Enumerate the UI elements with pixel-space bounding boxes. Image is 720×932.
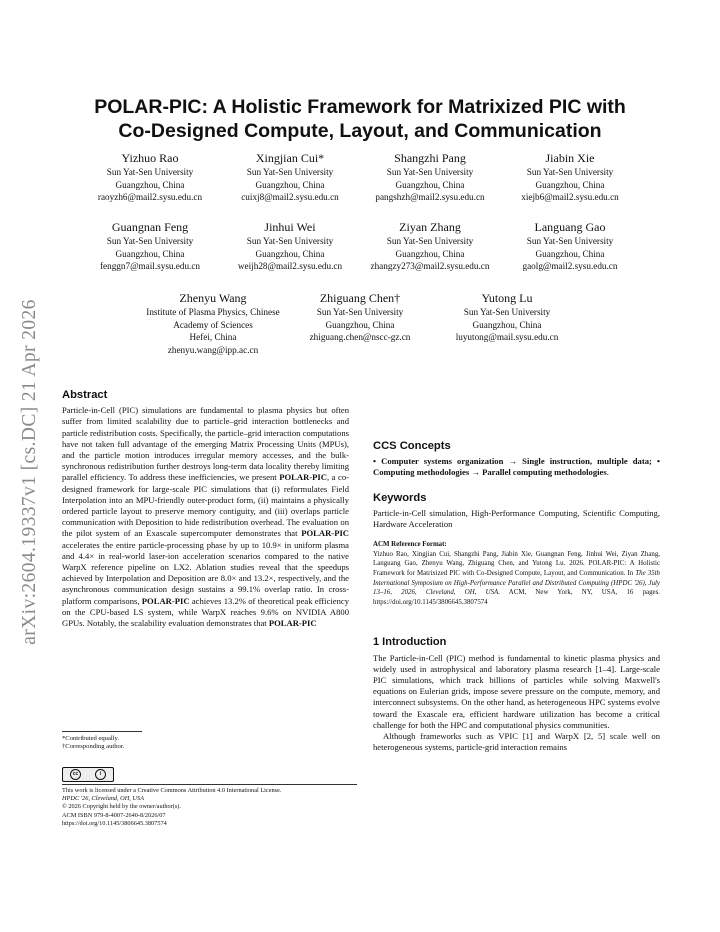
keywords-text: Particle-in-Cell simulation, High-Performance Computing, Scientific Computing, Hardware Acceleration [373, 507, 660, 530]
footnotes [62, 735, 349, 752]
acm-ref-venue: The 35th International Symposium on High-Performance Parallel and Distributed Computing (HPDC '26), July 13–16, 2026, Cleveland, OH, USA. [373, 570, 660, 597]
author-location: Guangzhou, China [472, 319, 542, 330]
author-location: Guangzhou, China [535, 179, 605, 190]
author-affiliation: Sun Yat-Sen University [106, 236, 194, 246]
author-name: Yizhuo Rao [121, 151, 179, 165]
author-affiliation: Sun Yat-Sen University [246, 236, 334, 246]
footnote-rule [62, 731, 142, 732]
acm-ref-text: Yizhuo Rao, Xingjian Cui, Shangzhi Pang, Jiabin Xie, Guangnan Feng, Jinhui Wei, Ziyan Zhang, Languang Gao, Zhenyu Wang, Zhiguang Chen, and Yutong Lu. 2026. POLAR-PIC: A Holistic Framework for Matrixized PIC with Co-Designed Compute, Layout, and Communication. In [373, 550, 660, 577]
author-email: raoyzh6@mail2.sysu.edu.cn [97, 192, 203, 203]
author-email: zhiguang.chen@nscc-gz.cn [309, 332, 411, 343]
left-column [62, 390, 349, 629]
author-block [220, 220, 360, 273]
author-email: fenggn7@mail.sysu.edu.cn [99, 261, 201, 272]
intro-paragraph-2: Although frameworks such as VPIC [1] and WarpX [2, 5] scale well on heterogeneous systems, particle-grid interaction remains [373, 731, 660, 753]
author-name: Languang Gao [534, 220, 606, 234]
author-affiliation: Sun Yat-Sen University [246, 167, 334, 177]
author-name: Xingjian Cui* [255, 151, 325, 165]
intro-heading: 1 Introduction [373, 636, 447, 649]
acm-reference [373, 540, 660, 607]
keywords-heading: Keywords [373, 491, 427, 504]
author-location: Guangzhou, China [535, 248, 605, 259]
author-row-1 [80, 151, 640, 204]
author-location: Guangzhou, China [115, 248, 185, 259]
abstract-segment: accelerates the entire particle-processing phase by up to 10.9× in uniform plasma and 4.4× in real-world laser-ion acceleration scenarios compared to the native WarpX reference pipeline on LX2. Ablation studies reveal that the speedups achieved by Interpolation and Deposition are 8.0× and 13.2×, respectively, and the asynchronous communication design sustains a 99.1% overlap ratio. In cross-platform comparisons, [62, 539, 349, 606]
author-name: Yutong Lu [481, 291, 533, 305]
author-block [220, 151, 360, 204]
author-email: weijh28@mail2.sysu.edu.cn [237, 261, 343, 272]
author-name: Guangnan Feng [111, 220, 189, 234]
author-row-2 [80, 220, 640, 273]
method-name: POLAR-PIC [301, 528, 349, 539]
method-name: POLAR-PIC [268, 618, 317, 629]
by-icon: i [95, 769, 106, 780]
author-email: gaolg@mail2.sysu.edu.cn [522, 261, 618, 272]
ccs-item: • Computer systems organization → Single instruction, multiple data; [373, 456, 657, 467]
author-affiliation: Institute of Plasma Physics, Chinese Academy of Sciences [146, 307, 280, 330]
abstract-segment: , a co-designed framework for large-scale PIC simulations that (i) reformulates Field Interpolation into an MPU-friendly outer-product form, (ii) maintains a physically ordered particle layout to preserve memory contiguity, and (iii) overlaps particle communication with Deposition to hide redistribution overhead. The evaluation on the pilot system of an Exascale supercomputer demonstrates that [62, 472, 350, 539]
method-name: POLAR-PIC [141, 595, 190, 606]
author-email: zhangzy273@mail2.sysu.edu.cn [370, 261, 490, 272]
cc-icon: cc [70, 769, 81, 780]
author-name: Jiabin Xie [545, 151, 595, 165]
abstract-text [62, 405, 349, 629]
author-email: xiejb6@mail2.sysu.edu.cn [521, 192, 619, 203]
author-block [360, 220, 500, 273]
author-affiliation: Sun Yat-Sen University [526, 236, 614, 246]
author-name: Zhenyu Wang [179, 291, 247, 305]
author-name: Shangzhi Pang [394, 151, 466, 165]
abstract-segment: achieves 13.2% of theoretical peak efficiency on the CPU-based LS system, while WarpX reaches 9.6% on NVIDIA A800 GPUs. Notably, the scalability evaluation demonstrates that [62, 595, 349, 629]
author-location: Guangzhou, China [325, 319, 395, 330]
author-affiliation: Sun Yat-Sen University [386, 167, 474, 177]
author-block [360, 151, 500, 204]
author-location: Guangzhou, China [255, 248, 325, 259]
abstract-heading: Abstract [62, 389, 108, 401]
author-location: Guangzhou, China [395, 179, 465, 190]
author-block [434, 291, 580, 356]
author-block [287, 291, 433, 356]
ccs-concepts [373, 456, 660, 478]
author-location: Guangzhou, China [115, 179, 185, 190]
author-email: cuixj8@mail2.sysu.edu.cn [241, 192, 339, 203]
author-block [80, 151, 220, 204]
author-email: luyutong@mail.sysu.edu.cn [455, 332, 559, 343]
copyright-text: © 2026 Copyright held by the owner/author(s). [62, 803, 181, 811]
author-affiliation: Sun Yat-Sen University [463, 307, 551, 317]
license-block [62, 784, 357, 828]
author-email: pangshzh@mail2.sysu.edu.cn [375, 192, 485, 203]
author-email: zhenyu.wang@ipp.ac.cn [167, 344, 259, 355]
author-block [140, 291, 286, 356]
author-affiliation: Sun Yat-Sen University [316, 307, 404, 317]
author-name: Zhiguang Chen† [319, 291, 401, 305]
venue-short: HPDC '26, Cleveland, OH, USA [62, 795, 144, 803]
author-block [500, 220, 640, 273]
author-location: Guangzhou, China [255, 179, 325, 190]
author-block [80, 220, 220, 273]
footnote-corresponding: †Corresponding author. [62, 743, 125, 751]
footnote-contributed: *Contributed equally. [62, 735, 120, 742]
author-location: Hefei, China [189, 332, 237, 343]
intro-paragraph-1: The Particle-in-Cell (PIC) method is fundamental to kinetic plasma physics and widely used in astrophysical and laboratory plasma research [1–4]. Large-scale PIC simulations, which track billions of particles while solving Maxwell's equations on Eulerian grids, impose severe pressure on the compute, memory, and interconnect subsystems. On the other hand, as heterogeneous HPC systems evolve toward the Exascale era, efficient hardware utilization has become a critical challenge for both the HPC and computational physics communities. [373, 652, 660, 730]
acm-ref-heading: ACM Reference Format: [373, 541, 447, 549]
author-affiliation: Sun Yat-Sen University [526, 167, 614, 177]
method-name: POLAR-PIC [279, 472, 327, 483]
author-name: Ziyan Zhang [399, 220, 461, 234]
author-name: Jinhui Wei [264, 220, 316, 234]
ccs-heading: CCS Concepts [373, 440, 451, 452]
abstract-segment: Particle-in-Cell (PIC) simulations are fundamental to plasma physics but often suffer from limited scalability due to particle–grid interaction bottlenecks and particle redistribution costs. Specifically, the particle–grid interaction computations have not taken full advantage of the emerging Matrix Processing Units (MPUs), and the particle motion introduces irregular memory accesses, and the bulk-synchronous redistribution further destroys long-term data locality thereby limiting parallel efficiency. To address these inefficiencies, we present [62, 405, 349, 483]
title-line-2: Co-Designed Compute, Layout, and Communication [118, 120, 602, 142]
doi-link[interactable]: https://doi.org/10.1145/3806645.3807574 [62, 819, 167, 827]
ccs-end: . [606, 467, 609, 478]
author-block [500, 151, 640, 204]
license-text: This work is licensed under a Creative Commons Attribution 4.0 International License. [62, 784, 357, 795]
cc-by-badge-icon [62, 767, 114, 782]
right-column [373, 433, 660, 753]
isbn-text: ACM ISBN 979-8-4007-2640-8/2026/07 [62, 811, 166, 819]
author-location: Guangzhou, China [395, 248, 465, 259]
paper-title [60, 95, 660, 143]
arxiv-stamp: arXiv:2604.19337v1 [cs.DC] 21 Apr 2026 [19, 299, 40, 645]
title-line-1: POLAR-PIC: A Holistic Framework for Matrixized PIC with [94, 96, 626, 118]
ccs-item: • Computing methodologies → Parallel computing methodologies [373, 456, 660, 478]
acm-ref-text: ACM, New York, NY, USA, 16 pages. https://doi.org/10.1145/3806645.3807574 [373, 589, 660, 606]
author-affiliation: Sun Yat-Sen University [106, 167, 194, 177]
author-row-3 [140, 291, 580, 356]
author-affiliation: Sun Yat-Sen University [386, 236, 474, 246]
